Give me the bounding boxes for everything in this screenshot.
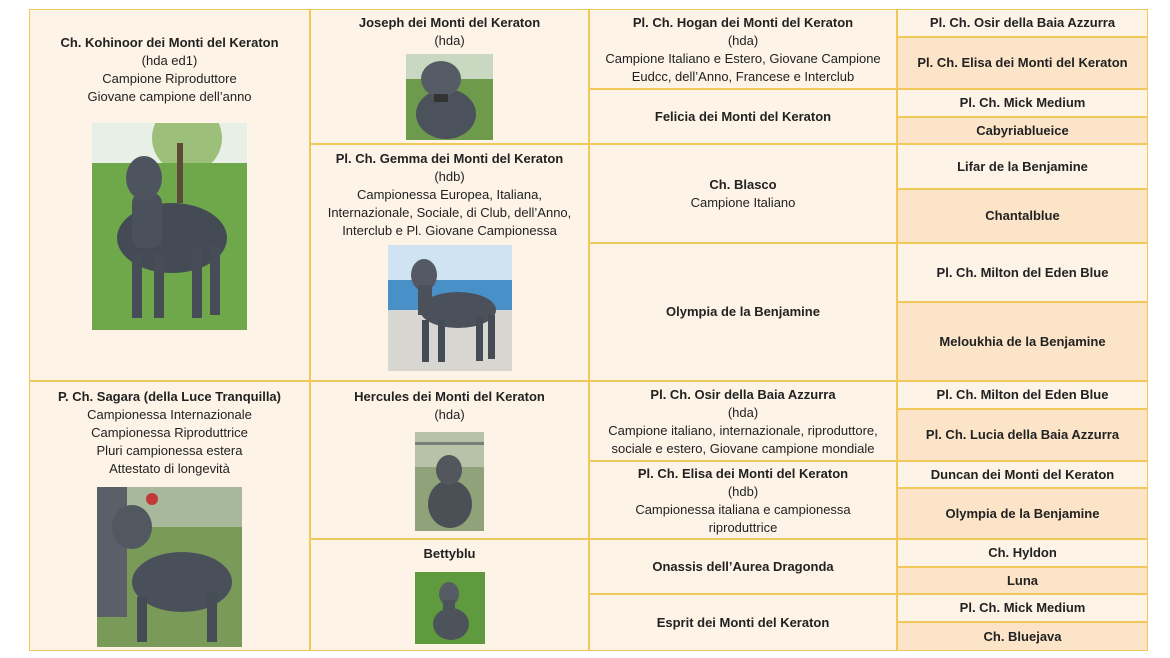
- grandparent-info: (hda): [434, 407, 465, 422]
- pedigree-sire-cell: [29, 9, 310, 381]
- ancestor-name: Pl. Ch. Osir della Baia Azzurra: [929, 15, 1116, 30]
- great-grandparent-info: Campione Italiano: [690, 194, 796, 210]
- pedigree-ancestor-cell: [897, 539, 1148, 567]
- dam-info: Campionessa Riproduttrice: [91, 425, 248, 440]
- grandparent-name: Hercules dei Monti del Keraton: [354, 389, 545, 404]
- dog-photo: [415, 572, 485, 644]
- great-grandparent-name: Pl. Ch. Osir della Baia Azzurra: [650, 387, 836, 402]
- dog-photo: [92, 123, 247, 330]
- pedigree-great-grandparent-cell: [589, 461, 897, 539]
- ancestor-name: Pl. Ch. Milton del Eden Blue: [936, 387, 1109, 402]
- grandparent-info: Interclub e Pl. Giovane Campionessa: [342, 223, 557, 238]
- pedigree-ancestor-cell: [897, 302, 1148, 381]
- ancestor-name: Meloukhia de la Benjamine: [939, 333, 1106, 349]
- pedigree-ancestor-cell: [897, 461, 1148, 488]
- great-grandparent-info: (hda): [727, 33, 759, 48]
- pedigree-ancestor-cell: [897, 381, 1148, 409]
- grandparent-info: (hda): [434, 33, 465, 48]
- pedigree-grandparent-cell: [310, 539, 589, 651]
- great-grandparent-info: (hdb): [727, 484, 759, 499]
- pedigree-great-grandparent-cell: [589, 243, 897, 381]
- great-grandparent-name: Pl. Ch. Hogan dei Monti del Keraton: [632, 15, 854, 30]
- dog-photo: [97, 487, 242, 647]
- great-grandparent-info: riproduttrice: [708, 520, 778, 535]
- sire-info: Campione Riproduttore: [102, 71, 237, 86]
- grandparent-info: (hdb): [434, 169, 465, 184]
- pedigree-ancestor-cell: [897, 37, 1148, 89]
- dog-photo: [406, 54, 493, 140]
- pedigree-great-grandparent-cell: [589, 89, 897, 144]
- dog-photo: [388, 245, 512, 371]
- sire-name: Ch. Kohinoor dei Monti del Keraton: [60, 35, 279, 50]
- ancestor-name: Pl. Ch. Mick Medium: [959, 600, 1086, 615]
- ancestor-name: Ch. Hyldon: [988, 545, 1057, 560]
- pedigree-ancestor-cell: [897, 144, 1148, 189]
- pedigree-ancestor-cell: [897, 409, 1148, 461]
- great-grandparent-info: Eudcc, dell’Anno, Francese e Interclub: [631, 69, 855, 84]
- pedigree-grandparent-cell: [310, 9, 589, 144]
- pedigree-ancestor-cell: [897, 488, 1148, 539]
- dam-name: P. Ch. Sagara (della Luce Tranquilla): [58, 389, 281, 404]
- ancestor-name: Chantalblue: [985, 208, 1060, 223]
- pedigree-ancestor-cell: [897, 9, 1148, 37]
- great-grandparent-info: (hda): [727, 405, 759, 420]
- dam-info: Campionessa Internazionale: [87, 407, 252, 422]
- pedigree-grandparent-cell: [310, 144, 589, 381]
- ancestor-name: Pl. Ch. Milton del Eden Blue: [936, 264, 1109, 280]
- grandparent-info: Campionessa Europea, Italiana,: [356, 187, 542, 202]
- grandparent-name: Pl. Ch. Gemma dei Monti del Keraton: [335, 151, 564, 166]
- sire-info: Giovane campione dell’anno: [87, 89, 252, 104]
- ancestor-name: Pl. Ch. Lucia della Baia Azzurra: [925, 427, 1120, 442]
- pedigree-ancestor-cell: [897, 594, 1148, 622]
- pedigree-great-grandparent-cell: [589, 144, 897, 243]
- pedigree-great-grandparent-cell: [589, 9, 897, 89]
- dam-info: Pluri campionessa estera: [96, 443, 243, 458]
- great-grandparent-name: Ch. Blasco: [709, 176, 777, 192]
- great-grandparent-info: Campionessa italiana e campionessa: [635, 502, 851, 517]
- pedigree-ancestor-cell: [897, 567, 1148, 594]
- ancestor-name: Pl. Ch. Mick Medium: [959, 95, 1086, 110]
- pedigree-ancestor-cell: [897, 117, 1148, 144]
- great-grandparent-name: Onassis dell’Aurea Dragonda: [652, 558, 834, 574]
- great-grandparent-name: Esprit dei Monti del Keraton: [656, 614, 830, 630]
- ancestor-name: Duncan dei Monti del Keraton: [930, 466, 1115, 482]
- ancestor-name: Pl. Ch. Elisa dei Monti del Keraton: [917, 55, 1128, 70]
- pedigree-great-grandparent-cell: [589, 539, 897, 594]
- ancestor-name: Cabyriablueice: [976, 122, 1069, 138]
- great-grandparent-name: Pl. Ch. Elisa dei Monti del Keraton: [637, 466, 849, 481]
- great-grandparent-name: Olympia de la Benjamine: [666, 304, 820, 319]
- grandparent-name: Bettyblu: [423, 546, 476, 561]
- pedigree-great-grandparent-cell: [589, 381, 897, 461]
- ancestor-name: Olympia de la Benjamine: [945, 505, 1100, 521]
- great-grandparent-name: Felicia dei Monti del Keraton: [654, 108, 832, 124]
- pedigree-ancestor-cell: [897, 243, 1148, 302]
- ancestor-name: Lifar de la Benjamine: [957, 158, 1088, 174]
- great-grandparent-info: Campione Italiano e Estero, Giovane Campione: [605, 51, 881, 66]
- grandparent-info: Internazionale, Sociale, di Club, dell’Anno,: [327, 205, 572, 220]
- pedigree-ancestor-cell: [897, 622, 1148, 651]
- dam-info: Attestato di longevità: [109, 461, 230, 476]
- great-grandparent-info: Campione italiano, internazionale, riproduttore,: [608, 423, 878, 438]
- pedigree-ancestor-cell: [897, 89, 1148, 117]
- pedigree-ancestor-cell: [897, 189, 1148, 243]
- ancestor-name: Luna: [1006, 572, 1039, 588]
- pedigree-great-grandparent-cell: [589, 594, 897, 651]
- pedigree-dam-cell: [29, 381, 310, 651]
- pedigree-grandparent-cell: [310, 381, 589, 539]
- dog-photo: [415, 432, 484, 531]
- grandparent-name: Joseph dei Monti del Keraton: [358, 15, 541, 30]
- great-grandparent-info: sociale e estero, Giovane campione mondiale: [611, 441, 875, 456]
- ancestor-name: Ch. Bluejava: [983, 628, 1062, 644]
- sire-info: (hda ed1): [141, 53, 198, 68]
